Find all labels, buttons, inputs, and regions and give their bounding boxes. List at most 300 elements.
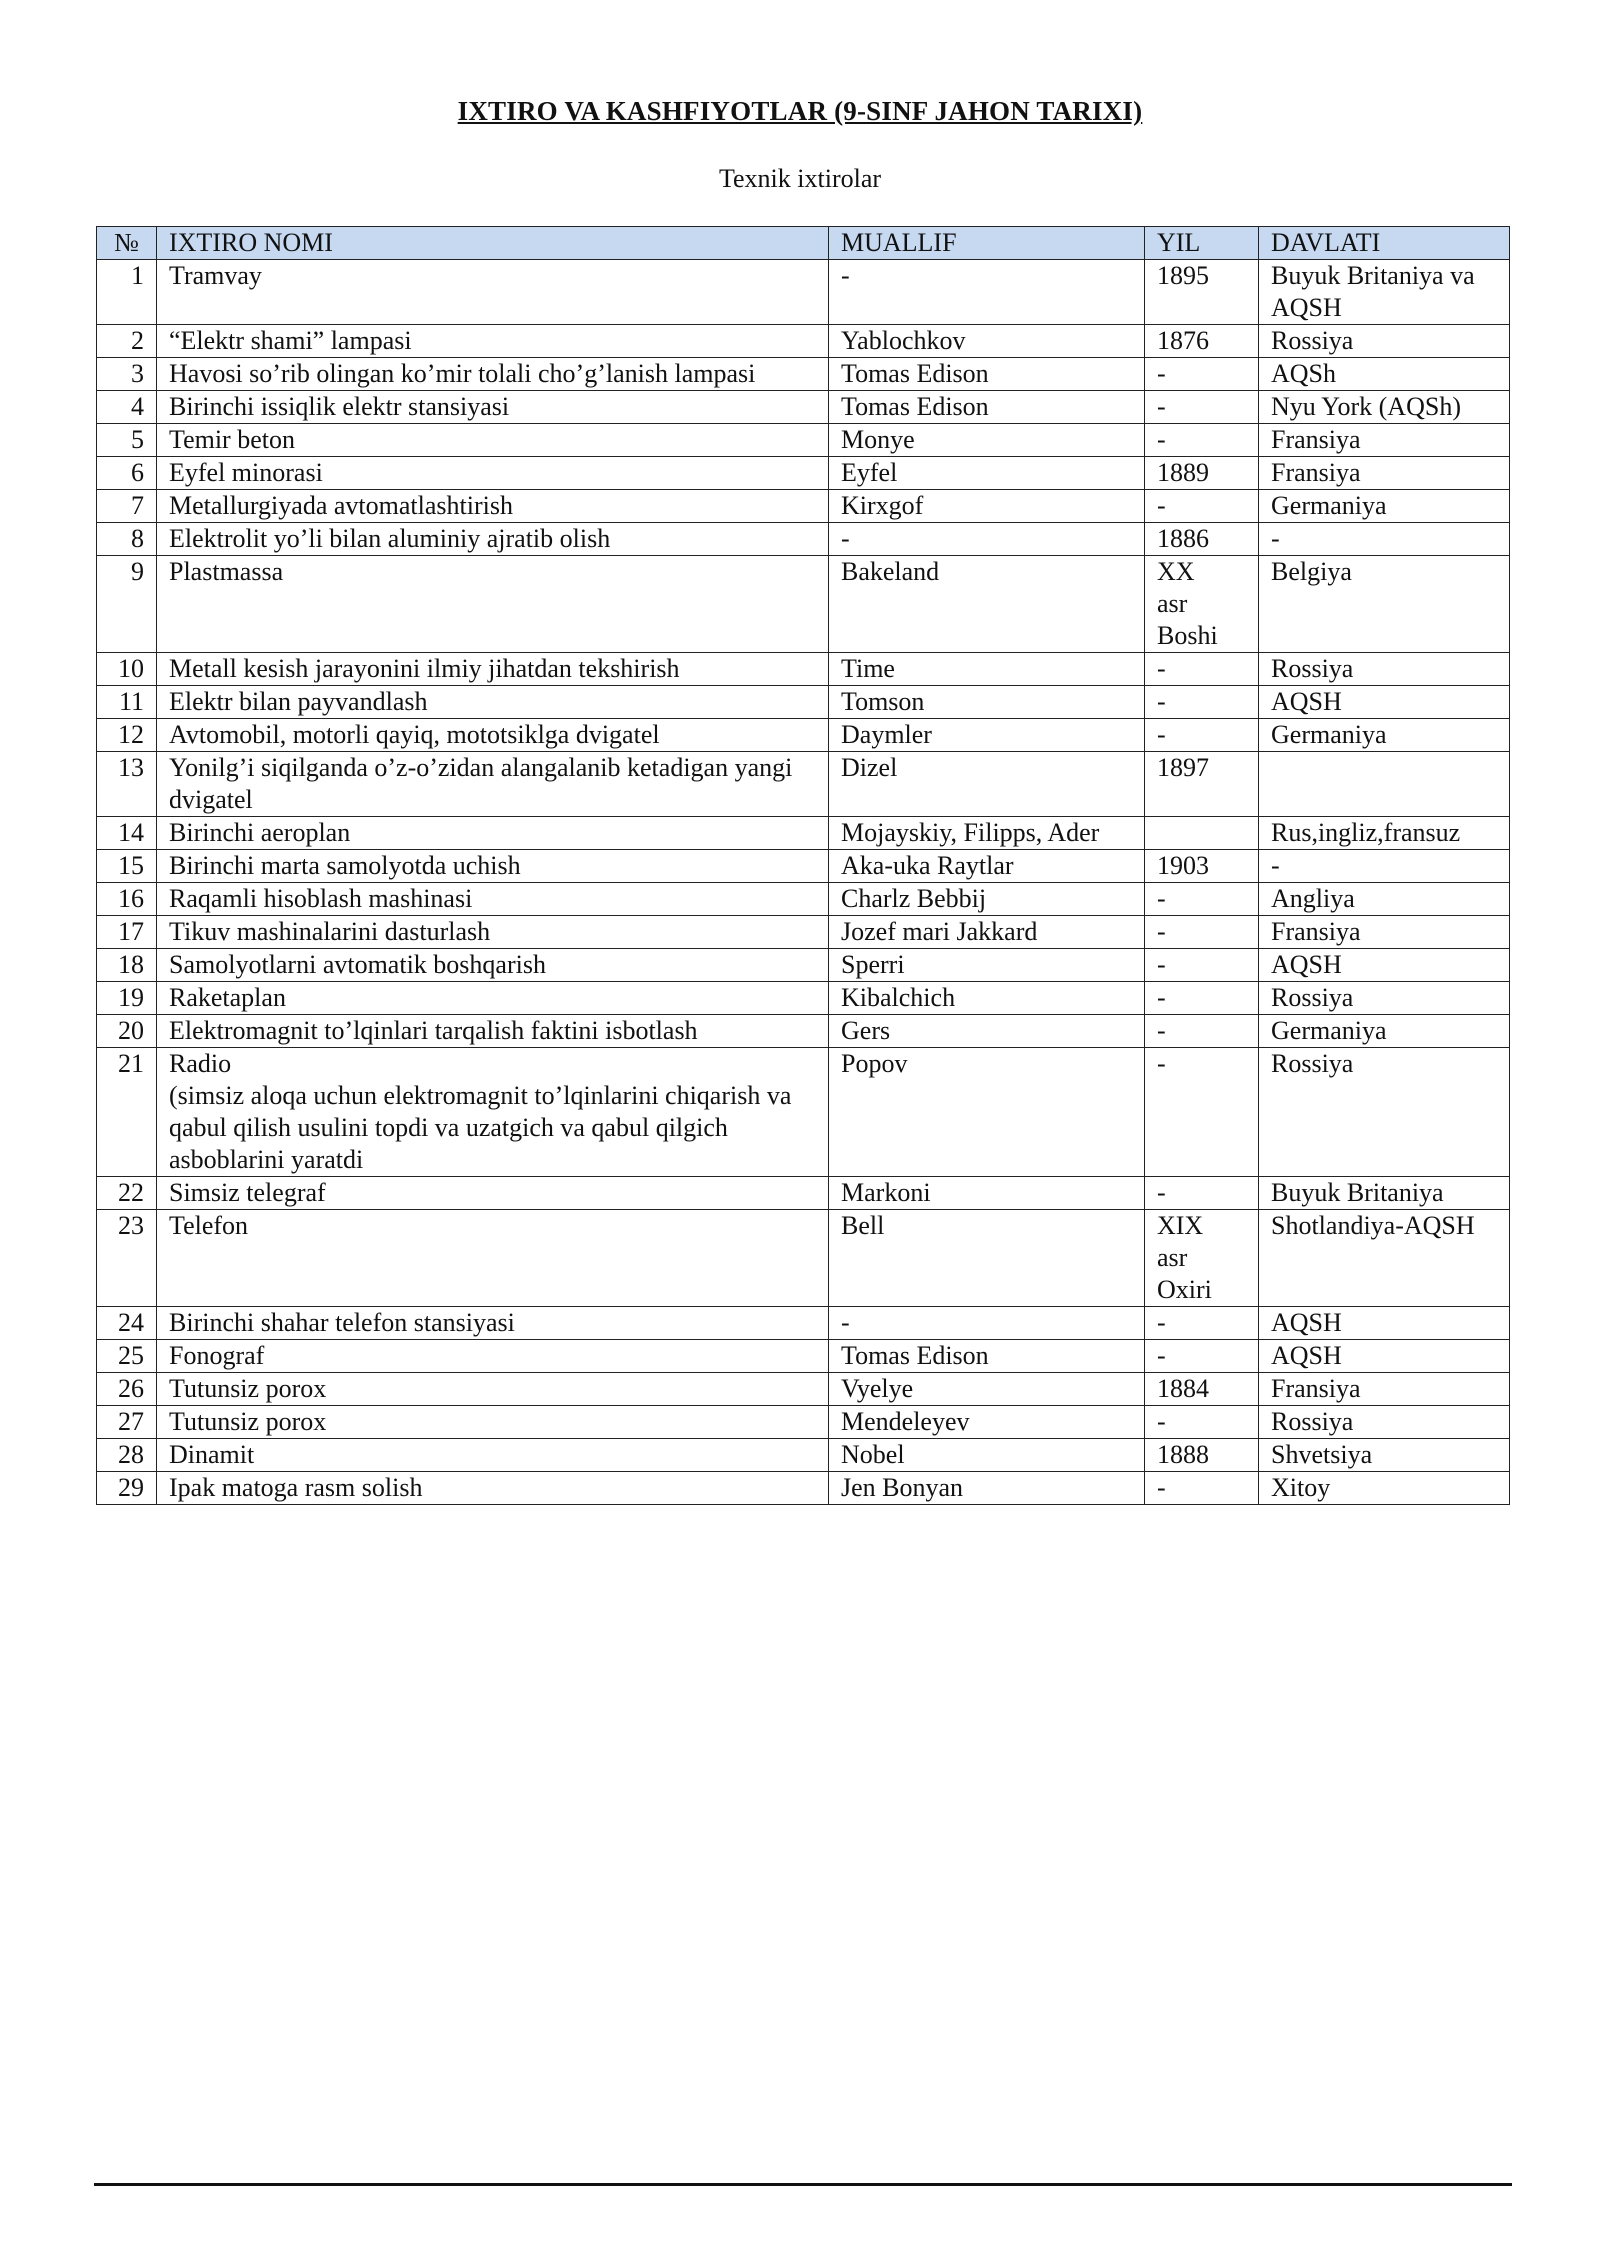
table-row xyxy=(97,949,1510,982)
table-row xyxy=(97,457,1510,490)
cell-author xyxy=(829,1307,1145,1340)
cell-country xyxy=(1259,752,1510,817)
cell-year xyxy=(1145,850,1259,883)
cell-author xyxy=(829,260,1145,325)
author-text: Eyfel xyxy=(841,458,898,487)
cell-invention-name xyxy=(157,490,829,523)
country-text: Fransiya xyxy=(1271,1374,1361,1403)
cell-invention-name xyxy=(157,424,829,457)
row-number-text: 6 xyxy=(131,458,144,487)
year-text: - xyxy=(1157,1407,1166,1436)
row-number-text: 7 xyxy=(131,491,144,520)
table-row xyxy=(97,1472,1510,1505)
cell-row-number xyxy=(97,391,157,424)
author-text: - xyxy=(841,1308,850,1337)
cell-row-number xyxy=(97,457,157,490)
cell-author xyxy=(829,391,1145,424)
year-text: - xyxy=(1157,1178,1166,1207)
cell-invention-name xyxy=(157,1340,829,1373)
cell-year xyxy=(1145,523,1259,556)
cell-invention-name xyxy=(157,1373,829,1406)
cell-author xyxy=(829,850,1145,883)
cell-year xyxy=(1145,1307,1259,1340)
cell-year xyxy=(1145,260,1259,325)
cell-author xyxy=(829,424,1145,457)
country-text: Angliya xyxy=(1271,884,1355,913)
table-row xyxy=(97,260,1510,325)
cell-author xyxy=(829,358,1145,391)
cell-country xyxy=(1259,817,1510,850)
author-text: Aka-uka Raytlar xyxy=(841,851,1014,880)
cell-year xyxy=(1145,1406,1259,1439)
cell-author xyxy=(829,817,1145,850)
year-text: 1903 xyxy=(1157,851,1209,880)
row-number-text: 1 xyxy=(131,261,144,290)
table-row xyxy=(97,1340,1510,1373)
cell-author xyxy=(829,916,1145,949)
cell-country xyxy=(1259,424,1510,457)
cell-country xyxy=(1259,1210,1510,1307)
author-text: Tomas Edison xyxy=(841,392,989,421)
cell-invention-name xyxy=(157,358,829,391)
table-row xyxy=(97,883,1510,916)
cell-year xyxy=(1145,1439,1259,1472)
cell-row-number xyxy=(97,1307,157,1340)
year-text: 1897 xyxy=(1157,753,1209,782)
table-row xyxy=(97,1177,1510,1210)
cell-author xyxy=(829,523,1145,556)
invention-name-text: Metall kesish jarayonini ilmiy jihatdan tekshirish xyxy=(169,654,680,683)
author-text: - xyxy=(841,524,850,553)
year-text: - xyxy=(1157,1341,1166,1370)
cell-row-number xyxy=(97,358,157,391)
cell-author xyxy=(829,752,1145,817)
cell-author xyxy=(829,556,1145,653)
author-text: Tomas Edison xyxy=(841,1341,989,1370)
cell-country xyxy=(1259,1406,1510,1439)
author-text: Gers xyxy=(841,1016,891,1045)
invention-name-text: Plastmassa xyxy=(169,557,284,586)
cell-author xyxy=(829,1373,1145,1406)
cell-year xyxy=(1145,1015,1259,1048)
invention-name-text: Telefon xyxy=(169,1211,249,1240)
country-text: - xyxy=(1271,851,1280,880)
invention-name-text: Raqamli hisoblash mashinasi xyxy=(169,884,473,913)
author-text: Mojayskiy, Filipps, Ader xyxy=(841,818,1100,847)
cell-author xyxy=(829,1406,1145,1439)
cell-invention-name xyxy=(157,817,829,850)
cell-row-number xyxy=(97,719,157,752)
country-text: AQSH xyxy=(1271,687,1342,716)
cell-row-number xyxy=(97,490,157,523)
author-text: Tomas Edison xyxy=(841,359,989,388)
cell-invention-name xyxy=(157,1439,829,1472)
cell-row-number xyxy=(97,325,157,358)
header-row xyxy=(97,227,1510,260)
author-text: - xyxy=(841,261,850,290)
row-number-text: 14 xyxy=(118,818,144,847)
cell-year xyxy=(1145,391,1259,424)
cell-invention-name xyxy=(157,1210,829,1307)
table-row xyxy=(97,653,1510,686)
cell-year xyxy=(1145,556,1259,653)
cell-author xyxy=(829,1048,1145,1177)
year-text: - xyxy=(1157,1049,1166,1078)
row-number-text: 29 xyxy=(118,1473,144,1502)
inventions-table xyxy=(96,226,1510,1505)
cell-author xyxy=(829,1177,1145,1210)
country-text: Xitoy xyxy=(1271,1473,1331,1502)
country-text: Rossiya xyxy=(1271,654,1354,683)
year-text: - xyxy=(1157,654,1166,683)
cell-author xyxy=(829,1439,1145,1472)
year-text: - xyxy=(1157,950,1166,979)
table-row xyxy=(97,817,1510,850)
country-text: Shvetsiya xyxy=(1271,1440,1373,1469)
cell-country xyxy=(1259,260,1510,325)
invention-name-text: Raketaplan xyxy=(169,983,286,1012)
row-number-text: 21 xyxy=(118,1049,144,1078)
cell-invention-name xyxy=(157,1015,829,1048)
author-text: Jozef mari Jakkard xyxy=(841,917,1038,946)
invention-name-text: Fonograf xyxy=(169,1341,265,1370)
year-text: - xyxy=(1157,884,1166,913)
table-row xyxy=(97,556,1510,653)
table-row xyxy=(97,358,1510,391)
cell-row-number xyxy=(97,1340,157,1373)
cell-row-number xyxy=(97,916,157,949)
country-text: Nyu York (AQSh) xyxy=(1271,392,1461,421)
cell-country xyxy=(1259,391,1510,424)
cell-country xyxy=(1259,358,1510,391)
country-text: Germaniya xyxy=(1271,720,1387,749)
row-number-text: 11 xyxy=(118,687,144,716)
year-text: 1889 xyxy=(1157,458,1209,487)
cell-year xyxy=(1145,1210,1259,1307)
cell-year xyxy=(1145,457,1259,490)
cell-year xyxy=(1145,1373,1259,1406)
row-number-text: 28 xyxy=(118,1440,144,1469)
cell-invention-name xyxy=(157,1177,829,1210)
author-text: Bakeland xyxy=(841,557,940,586)
year-text: 1886 xyxy=(1157,524,1209,553)
table-row xyxy=(97,391,1510,424)
country-text: Belgiya xyxy=(1271,557,1352,586)
cell-row-number xyxy=(97,1177,157,1210)
table-row xyxy=(97,1439,1510,1472)
author-text: Sperri xyxy=(841,950,905,979)
country-text: Fransiya xyxy=(1271,917,1361,946)
header-year: YIL xyxy=(1145,227,1259,260)
invention-name-text: Birinchi shahar telefon stansiyasi xyxy=(169,1308,515,1337)
header-country: DAVLATI xyxy=(1259,227,1510,260)
country-text: Shotlandiya-AQSH xyxy=(1271,1211,1475,1240)
cell-year xyxy=(1145,949,1259,982)
row-number-text: 12 xyxy=(118,720,144,749)
country-text: Rossiya xyxy=(1271,1049,1354,1078)
cell-country xyxy=(1259,949,1510,982)
row-number-text: 8 xyxy=(131,524,144,553)
cell-row-number xyxy=(97,1048,157,1177)
invention-name-text: Tikuv mashinalarini dasturlash xyxy=(169,917,491,946)
table-row xyxy=(97,982,1510,1015)
cell-invention-name xyxy=(157,883,829,916)
invention-name-text: Avtomobil, motorli qayiq, mototsiklga dvigatel xyxy=(169,720,660,749)
document-subtitle: Texnik ixtirolar xyxy=(718,164,882,193)
cell-year xyxy=(1145,1048,1259,1177)
table-row xyxy=(97,490,1510,523)
cell-country xyxy=(1259,1472,1510,1505)
cell-invention-name xyxy=(157,982,829,1015)
cell-row-number xyxy=(97,1373,157,1406)
cell-row-number xyxy=(97,424,157,457)
year-text: 1884 xyxy=(1157,1374,1209,1403)
invention-name-text: Temir beton xyxy=(169,425,295,454)
cell-country xyxy=(1259,883,1510,916)
table-row xyxy=(97,850,1510,883)
cell-author xyxy=(829,1015,1145,1048)
invention-name-text: Havosi so’rib olingan ko’mir tolali cho’g’lanish lampasi xyxy=(169,359,756,388)
author-text: Time xyxy=(841,654,895,683)
cell-country xyxy=(1259,982,1510,1015)
cell-invention-name xyxy=(157,1472,829,1505)
cell-year xyxy=(1145,358,1259,391)
invention-name-text: Birinchi marta samolyotda uchish xyxy=(169,851,521,880)
table-row xyxy=(97,1210,1510,1307)
cell-country xyxy=(1259,850,1510,883)
cell-country xyxy=(1259,1439,1510,1472)
cell-year xyxy=(1145,490,1259,523)
row-number-text: 27 xyxy=(118,1407,144,1436)
row-number-text: 9 xyxy=(131,557,144,586)
year-text: - xyxy=(1157,359,1166,388)
author-text: Vyelye xyxy=(841,1374,914,1403)
row-number-text: 17 xyxy=(118,917,144,946)
year-text: - xyxy=(1157,1473,1166,1502)
year-text: - xyxy=(1157,1308,1166,1337)
invention-name-text: Metallurgiyada avtomatlashtirish xyxy=(169,491,513,520)
author-text: Markoni xyxy=(841,1178,931,1207)
cell-author xyxy=(829,1340,1145,1373)
cell-invention-name xyxy=(157,457,829,490)
cell-row-number xyxy=(97,850,157,883)
row-number-text: 2 xyxy=(131,326,144,355)
year-text: 1888 xyxy=(1157,1440,1209,1469)
cell-country xyxy=(1259,653,1510,686)
row-number-text: 20 xyxy=(118,1016,144,1045)
cell-row-number xyxy=(97,1472,157,1505)
row-number-text: 5 xyxy=(131,425,144,454)
cell-country xyxy=(1259,556,1510,653)
invention-name-text: Elektr bilan payvandlash xyxy=(169,687,428,716)
cell-row-number xyxy=(97,817,157,850)
cell-country xyxy=(1259,1340,1510,1373)
author-text: Monye xyxy=(841,425,915,454)
cell-author xyxy=(829,457,1145,490)
country-text: AQSH xyxy=(1271,950,1342,979)
row-number-text: 10 xyxy=(118,654,144,683)
cell-row-number xyxy=(97,949,157,982)
header-author: MUALLIF xyxy=(829,227,1145,260)
cell-author xyxy=(829,982,1145,1015)
cell-row-number xyxy=(97,523,157,556)
cell-row-number xyxy=(97,982,157,1015)
cell-year xyxy=(1145,883,1259,916)
invention-name-text: Yonilg’i siqilganda o’z-o’zidan alangalanib ketadigan yangi dvigatel xyxy=(169,753,793,814)
cell-country xyxy=(1259,490,1510,523)
row-number-text: 16 xyxy=(118,884,144,913)
table-row xyxy=(97,1015,1510,1048)
invention-name-text: Radio (simsiz aloqa uchun elektromagnit to’lqinlarini chiqarish va qabul qilish usulini topdi va uzatgich va qabul qilgich asboblarini yaratdi xyxy=(169,1049,792,1174)
row-number-text: 18 xyxy=(118,950,144,979)
cell-year xyxy=(1145,325,1259,358)
year-text: 1895 xyxy=(1157,261,1209,290)
cell-country xyxy=(1259,1373,1510,1406)
table-row xyxy=(97,752,1510,817)
cell-country xyxy=(1259,1307,1510,1340)
row-number-text: 24 xyxy=(118,1308,144,1337)
year-text: - xyxy=(1157,425,1166,454)
country-text: Buyuk Britaniya va AQSH xyxy=(1271,261,1475,322)
header-invention-name: IXTIRO NOMI xyxy=(157,227,829,260)
invention-name-text: Birinchi issiqlik elektr stansiyasi xyxy=(169,392,510,421)
invention-name-text: Samolyotlarni avtomatik boshqarish xyxy=(169,950,546,979)
cell-invention-name xyxy=(157,1048,829,1177)
author-text: Nobel xyxy=(841,1440,905,1469)
cell-country xyxy=(1259,916,1510,949)
author-text: Bell xyxy=(841,1211,885,1240)
invention-name-text: Ipak matoga rasm solish xyxy=(169,1473,423,1502)
table-row xyxy=(97,325,1510,358)
cell-row-number xyxy=(97,1406,157,1439)
cell-year xyxy=(1145,719,1259,752)
year-text: - xyxy=(1157,983,1166,1012)
country-text: - xyxy=(1271,524,1280,553)
cell-invention-name xyxy=(157,1307,829,1340)
author-text: Yablochkov xyxy=(841,326,966,355)
country-text: Rossiya xyxy=(1271,326,1354,355)
cell-author xyxy=(829,686,1145,719)
cell-invention-name xyxy=(157,1406,829,1439)
cell-year xyxy=(1145,916,1259,949)
table-row xyxy=(97,719,1510,752)
year-text: XX asr Boshi xyxy=(1157,557,1218,650)
author-text: Tomson xyxy=(841,687,925,716)
author-text: Kibalchich xyxy=(841,983,956,1012)
row-number-text: 25 xyxy=(118,1341,144,1370)
cell-invention-name xyxy=(157,556,829,653)
table-row xyxy=(97,1373,1510,1406)
invention-name-text: Elektromagnit to’lqinlari tarqalish faktini isbotlash xyxy=(169,1016,698,1045)
cell-country xyxy=(1259,325,1510,358)
cell-invention-name xyxy=(157,653,829,686)
cell-invention-name xyxy=(157,752,829,817)
country-text: Rossiya xyxy=(1271,983,1354,1012)
cell-year xyxy=(1145,1340,1259,1373)
row-number-text: 26 xyxy=(118,1374,144,1403)
year-text: - xyxy=(1157,687,1166,716)
table-body xyxy=(97,260,1510,1505)
author-text: Daymler xyxy=(841,720,932,749)
row-number-text: 22 xyxy=(118,1178,144,1207)
invention-name-text: Simsiz telegraf xyxy=(169,1178,326,1207)
cell-author xyxy=(829,1210,1145,1307)
table-row xyxy=(97,686,1510,719)
table-row xyxy=(97,424,1510,457)
row-number-text: 23 xyxy=(118,1211,144,1240)
year-text: - xyxy=(1157,392,1166,421)
invention-name-text: Dinamit xyxy=(169,1440,255,1469)
cell-country xyxy=(1259,686,1510,719)
invention-name-text: Tutunsiz porox xyxy=(169,1374,327,1403)
document-title: IXTIRO VA KASHFIYOTLAR (9-SINF JAHON TARIXI) xyxy=(457,96,1143,126)
cell-country xyxy=(1259,457,1510,490)
invention-name-text: “Elektr shami” lampasi xyxy=(169,326,412,355)
invention-name-text: Tramvay xyxy=(169,261,262,290)
cell-row-number xyxy=(97,1210,157,1307)
country-text: Rus,ingliz,fransuz xyxy=(1271,818,1461,847)
cell-year xyxy=(1145,1177,1259,1210)
year-text: XIX asr Oxiri xyxy=(1157,1211,1212,1304)
cell-year xyxy=(1145,424,1259,457)
cell-year xyxy=(1145,982,1259,1015)
row-number-text: 13 xyxy=(118,753,144,782)
cell-row-number xyxy=(97,1439,157,1472)
year-text: - xyxy=(1157,1016,1166,1045)
cell-author xyxy=(829,883,1145,916)
table-row xyxy=(97,1406,1510,1439)
country-text: Germaniya xyxy=(1271,1016,1387,1045)
cell-row-number xyxy=(97,686,157,719)
cell-invention-name xyxy=(157,686,829,719)
cell-country xyxy=(1259,523,1510,556)
cell-invention-name xyxy=(157,916,829,949)
cell-country xyxy=(1259,1048,1510,1177)
year-text: - xyxy=(1157,917,1166,946)
cell-year xyxy=(1145,1472,1259,1505)
header-number: № xyxy=(97,227,157,260)
cell-row-number xyxy=(97,1015,157,1048)
cell-author xyxy=(829,653,1145,686)
invention-name-text: Tutunsiz porox xyxy=(169,1407,327,1436)
cell-author xyxy=(829,325,1145,358)
invention-name-text: Elektrolit yo’li bilan aluminiy ajratib olish xyxy=(169,524,611,553)
cell-row-number xyxy=(97,260,157,325)
cell-country xyxy=(1259,719,1510,752)
country-text: Germaniya xyxy=(1271,491,1387,520)
cell-invention-name xyxy=(157,850,829,883)
country-text: AQSH xyxy=(1271,1308,1342,1337)
cell-year xyxy=(1145,686,1259,719)
table-row xyxy=(97,916,1510,949)
cell-row-number xyxy=(97,883,157,916)
cell-author xyxy=(829,490,1145,523)
cell-invention-name xyxy=(157,523,829,556)
cell-year xyxy=(1145,752,1259,817)
author-text: Dizel xyxy=(841,753,898,782)
author-text: Kirxgof xyxy=(841,491,924,520)
row-number-text: 15 xyxy=(118,851,144,880)
cell-row-number xyxy=(97,556,157,653)
cell-invention-name xyxy=(157,260,829,325)
cell-country xyxy=(1259,1015,1510,1048)
table-header xyxy=(97,227,1510,260)
cell-author xyxy=(829,1472,1145,1505)
cell-row-number xyxy=(97,752,157,817)
author-text: Popov xyxy=(841,1049,908,1078)
country-text: Rossiya xyxy=(1271,1407,1354,1436)
author-text: Mendeleyev xyxy=(841,1407,970,1436)
